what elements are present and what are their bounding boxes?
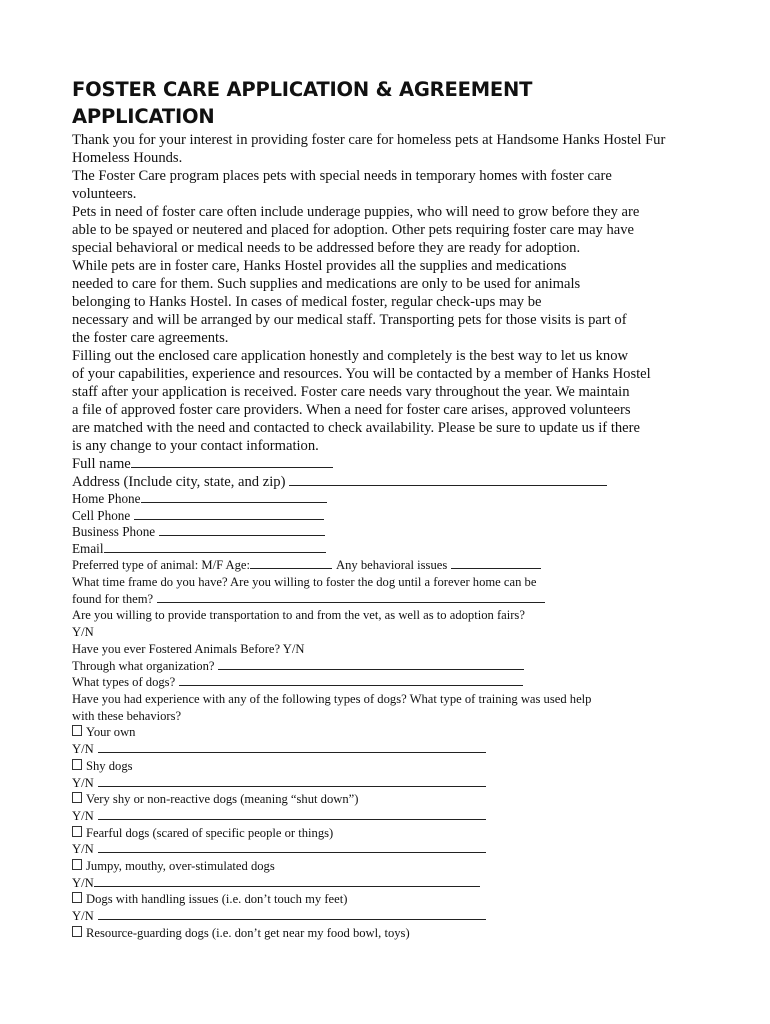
- checkbox-icon[interactable]: [72, 859, 82, 870]
- checklist-item-label: Resource-guarding dogs (i.e. don’t get near my food bowl, toys): [86, 925, 410, 940]
- yn-answer-field[interactable]: [98, 808, 486, 820]
- intro-line: able to be spayed or neutered and placed for adoption. Other pets requiring foster care may have: [72, 222, 635, 238]
- checklist-item: [72, 858, 702, 875]
- intro-line: needed to care for them. Such supplies and medications are only to be used for animals: [72, 276, 581, 292]
- checklist-item-label: Your own: [86, 725, 136, 740]
- preferred-animal-label: Preferred type of animal: M/F Age:: [72, 558, 251, 573]
- transport-yn-row: [72, 624, 702, 641]
- yn-answer-field[interactable]: [98, 741, 486, 753]
- address-field[interactable]: [289, 474, 607, 486]
- fostered-before-row: [72, 641, 702, 658]
- title-line-2: APPLICATION: [72, 105, 215, 128]
- checkbox-icon[interactable]: [72, 792, 82, 803]
- checkbox-icon[interactable]: [72, 926, 82, 937]
- intro-line: are matched with the need and contacted to check availability. Please be sure to update us if there: [72, 420, 640, 436]
- yn-row: [72, 875, 702, 892]
- intro-line: Pets in need of foster care often include underage puppies, who will need to grow before they are: [72, 204, 640, 220]
- intro-line: the foster care agreements.: [72, 330, 229, 346]
- address-label: Address (Include city, state, and zip): [72, 474, 286, 490]
- cell-phone-label: Cell Phone: [72, 507, 131, 523]
- yn-label[interactable]: Y/N: [72, 808, 94, 823]
- email-field[interactable]: [104, 541, 326, 553]
- intro-line: belonging to Hanks Hostel. In cases of medical foster, regular check-ups may be: [72, 294, 542, 310]
- checklist-item-label: Dogs with handling issues (i.e. don’t touch my feet): [86, 892, 348, 907]
- yn-row: [72, 841, 702, 858]
- address-row: [72, 473, 702, 491]
- full-name-label: Full name: [72, 456, 131, 472]
- email-label: Email: [72, 540, 104, 556]
- transport-yn[interactable]: Y/N: [72, 625, 94, 640]
- time-frame-field[interactable]: [157, 591, 545, 603]
- experience-question: Have you had experience with any of the following types of dogs? What type of training was used help: [72, 692, 592, 706]
- experience-row: [72, 691, 702, 708]
- checkbox-icon[interactable]: [72, 826, 82, 837]
- document-page: [72, 76, 702, 942]
- checklist-item: [72, 891, 702, 908]
- yn-answer-field[interactable]: [98, 908, 486, 920]
- intro-line: volunteers.: [72, 186, 137, 202]
- yn-answer-field[interactable]: [98, 775, 486, 787]
- dog-types-field[interactable]: [179, 674, 523, 686]
- checkbox-icon[interactable]: [72, 892, 82, 903]
- intro-line: Homeless Hounds.: [72, 150, 183, 166]
- checklist-item: [72, 724, 702, 741]
- yn-label[interactable]: Y/N: [72, 909, 94, 924]
- home-phone-row: [72, 491, 702, 508]
- intro-line: of your capabilities, experience and resources. You will be contacted by a member of Hanks Hostel: [72, 366, 651, 382]
- yn-label[interactable]: Y/N: [72, 742, 94, 757]
- cell-phone-field[interactable]: [134, 508, 324, 520]
- checklist-item-label: Shy dogs: [86, 758, 133, 773]
- age-field[interactable]: [250, 557, 332, 569]
- full-name-field[interactable]: [131, 456, 333, 468]
- full-name-row: [72, 455, 702, 473]
- transport-question: Are you willing to provide transportation to and from the vet, as well as to adoption fairs?: [72, 608, 525, 623]
- preferred-animal-row: [72, 557, 702, 574]
- behavioral-issues-label: Any behavioral issues: [336, 558, 448, 573]
- checklist-item-label: Fearful dogs (scared of specific people or things): [86, 825, 334, 840]
- dog-types-row: [72, 674, 702, 691]
- checkbox-icon[interactable]: [72, 725, 82, 736]
- time-frame-row-2: [72, 591, 702, 608]
- experience-row-2: [72, 708, 702, 725]
- organization-field[interactable]: [218, 658, 524, 670]
- intro-line: Thank you for your interest in providing foster care for homeless pets at Handsome Hanks Hostel Fur: [72, 132, 666, 148]
- checkbox-icon[interactable]: [72, 759, 82, 770]
- intro-line: is any change to your contact information.: [72, 438, 319, 454]
- yn-answer-field[interactable]: [94, 875, 480, 887]
- time-frame-question-cont: found for them?: [72, 591, 154, 606]
- yn-row: [72, 808, 702, 825]
- intro-line: The Foster Care program places pets with special needs in temporary homes with foster care: [72, 168, 612, 184]
- intro-line: Filling out the enclosed care application honestly and completely is the best way to let us know: [72, 348, 629, 364]
- yn-row: [72, 908, 702, 925]
- intro-line: a file of approved foster care providers. When a need for foster care arises, approved volunteers: [72, 402, 631, 418]
- organization-row: [72, 658, 702, 675]
- checklist-item-label: Very shy or non-reactive dogs (meaning “shut down”): [86, 792, 359, 807]
- time-frame-row: [72, 574, 702, 591]
- time-frame-question: What time frame do you have? Are you willing to foster the dog until a forever home can be: [72, 575, 537, 590]
- checklist-item-label: Jumpy, mouthy, over-stimulated dogs: [86, 859, 275, 874]
- yn-label[interactable]: Y/N: [72, 775, 94, 790]
- checklist-item: [72, 791, 702, 808]
- intro-line: staff after your application is received. Foster care needs vary throughout the year. We maintain: [72, 384, 630, 400]
- behavioral-issues-field[interactable]: [451, 557, 541, 569]
- application-form: [72, 455, 702, 942]
- transport-row: [72, 607, 702, 624]
- email-row: [72, 541, 702, 558]
- intro-line: special behavioral or medical needs to be addressed before they are ready for adoption.: [72, 240, 581, 256]
- intro-text: [72, 131, 702, 455]
- checklist-item: [72, 925, 702, 942]
- organization-label: Through what organization?: [72, 658, 215, 673]
- yn-label[interactable]: Y/N: [72, 842, 94, 857]
- checklist-item: [72, 758, 702, 775]
- dog-types-label: What types of dogs?: [72, 675, 176, 690]
- title-line-1: FOSTER CARE APPLICATION & AGREEMENT: [72, 78, 533, 101]
- yn-label[interactable]: Y/N: [72, 875, 94, 890]
- fostered-before-question: Have you ever Fostered Animals Before? Y/N: [72, 641, 305, 656]
- intro-line: While pets are in foster care, Hanks Hostel provides all the supplies and medications: [72, 258, 567, 274]
- yn-row: [72, 741, 702, 758]
- document-title: [72, 76, 702, 130]
- business-phone-field[interactable]: [159, 524, 325, 536]
- business-phone-label: Business Phone: [72, 524, 156, 540]
- experience-question-cont: with these behaviors?: [72, 708, 182, 723]
- yn-answer-field[interactable]: [98, 841, 486, 853]
- checklist-item: [72, 825, 702, 842]
- home-phone-label: Home Phone: [72, 491, 141, 506]
- yn-row: [72, 775, 702, 792]
- cell-phone-row: [72, 508, 702, 525]
- business-phone-row: [72, 524, 702, 541]
- home-phone-field[interactable]: [141, 491, 327, 503]
- intro-line: necessary and will be arranged by our medical staff. Transporting pets for those visits is part of: [72, 312, 627, 328]
